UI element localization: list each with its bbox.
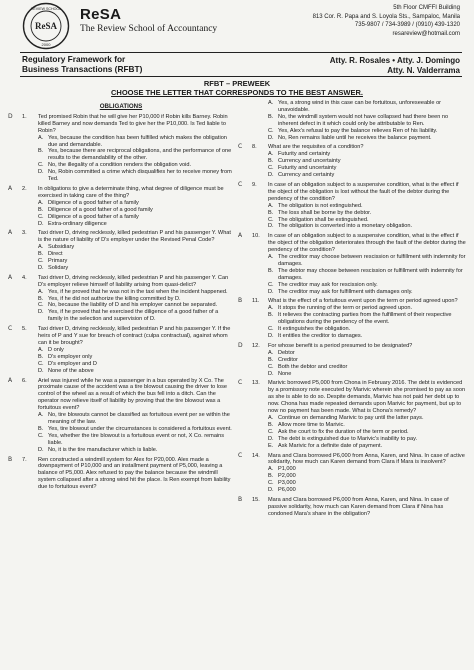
option-text: Solidary (48, 264, 69, 271)
option-text: The loss shall be borne by the debtor. (278, 209, 372, 216)
answer-option (268, 466, 466, 473)
question-item (238, 100, 466, 141)
option-letter: C. (268, 165, 274, 172)
option-letter: A. (268, 305, 274, 312)
option-letter: B. (268, 473, 274, 480)
question-item (8, 275, 234, 323)
answer-option (38, 162, 234, 169)
option-letter: D. (38, 264, 44, 271)
option-text: Diligence of a good father of a family (48, 213, 139, 220)
option-letter: B. (268, 421, 274, 428)
handwritten-answer: D (238, 341, 243, 349)
option-letter: A. (268, 349, 274, 356)
address-line-1: 5th Floor CMFFI Building (393, 5, 460, 11)
answer-option (268, 333, 466, 340)
question-item (8, 457, 234, 492)
question-item (238, 298, 466, 339)
option-letter: C. (38, 162, 44, 169)
svg-text:REVIEW SCHOOL: REVIEW SCHOOL (30, 7, 62, 11)
option-text: No, it is the tire manufacturer which is liable. (48, 446, 158, 453)
answer-option (38, 258, 234, 265)
answer-option (268, 312, 466, 326)
answer-option (268, 371, 466, 378)
brand-subtitle: The Review School of Accountancy (80, 24, 218, 34)
question-item (238, 144, 466, 179)
answer-option (268, 357, 466, 364)
handwritten-answer: A (8, 273, 13, 281)
option-letter: D. (38, 169, 44, 176)
question-text: Mara and Clara borrowed P6,000 from Anna, Karen, and Nina. In case of passive solidarity, how much can Karen demand from Clara if Nina has condoned Mara's share in the obligation? (268, 496, 449, 517)
option-letter: B. (38, 353, 44, 360)
question-number: 5. (22, 326, 27, 333)
right-column (238, 100, 466, 521)
option-text: Allow more time to Marivic. (278, 421, 345, 428)
resa-seal-logo (22, 2, 70, 50)
svg-text:2000: 2000 (41, 42, 51, 47)
answer-option (38, 354, 234, 361)
option-letter: B. (268, 356, 274, 363)
question-item (238, 453, 466, 494)
phone-line: 735-9807 / 734-3989 / (0910) 439-1320 (354, 22, 460, 29)
option-text: It extinguishes the obligation. (278, 326, 351, 333)
answer-option (268, 422, 466, 429)
question-number: 7. (22, 456, 27, 463)
option-text: D only (48, 346, 64, 353)
option-text: Ask the court to fix the duration of the term or period. (278, 428, 409, 435)
answer-option (268, 364, 466, 371)
answer-option (38, 361, 234, 368)
answer-option (268, 429, 466, 436)
option-text: Yes, tire blowout under the circumstances is considered a fortuitous event. (48, 425, 232, 432)
option-letter: E. (268, 442, 274, 449)
option-letter: B. (268, 158, 274, 165)
answer-option (268, 100, 466, 114)
option-text: No, Ren remains liable until he receives the balance payment. (278, 134, 432, 141)
answer-option (268, 114, 466, 128)
option-text: The obligation shall be extinguished. (278, 216, 369, 223)
option-text: Primary (48, 258, 68, 265)
option-text: No, the windmill system would not have collapsed had there been no inherent defect in it which could only be attributable to Ren. (278, 113, 449, 127)
option-text: Debtor (278, 349, 295, 356)
option-letter: D. (38, 446, 44, 453)
question-number: 11. (252, 298, 260, 305)
answer-option (268, 203, 466, 210)
option-letter: B. (38, 425, 44, 432)
answer-option (268, 415, 466, 422)
option-text: Futurity and certainty (278, 151, 331, 158)
answer-option (38, 302, 234, 309)
option-letter: D. (38, 220, 44, 227)
answer-option (268, 217, 466, 224)
option-text: Yes, a strong wind in this case can be fortuitous, unforeseeable or unavoidable. (278, 100, 442, 113)
option-text: Diligence of a good father of a good family (48, 206, 153, 213)
question-item (238, 497, 466, 518)
option-text: Yes, if he proved that he exercised the diligence of a good father of a family in the selection and supervision of D. (48, 309, 219, 323)
handwritten-answer: C (238, 143, 243, 151)
option-letter: A. (38, 288, 44, 295)
option-letter: C. (268, 281, 274, 288)
option-letter: D. (268, 333, 274, 339)
question-text: Ariel was injured while he was a passenger in a bus operated by X Co. The proximate cause of the accident was a tire blowout causing the driver to lose control of the wheel as a result of which the bus fell into a ditch. Can the operator now relieve itself of liability by proving that the tire blowout was a fortuitous event? (38, 377, 228, 412)
option-text: The creditor may ask for rescission only. (278, 281, 378, 288)
option-letter: D. (38, 367, 44, 374)
answer-option (38, 244, 234, 251)
question-text: Taxi driver D, driving recklessly, killed pedestrian P and his passenger Y. Can D's employer relieve himself of liability arising from quasi-delict? (38, 274, 229, 288)
option-letter: C. (268, 480, 274, 487)
option-letter: C. (38, 360, 44, 367)
option-text: No, because the liability of D and his employer cannot be separated. (48, 302, 218, 309)
option-text: P2,000 (278, 473, 296, 480)
answer-option (268, 480, 466, 487)
handwritten-answer: C (8, 325, 13, 333)
question-number: 12. (252, 342, 260, 349)
brand-name: ReSA (80, 6, 122, 23)
subject-title: Regulatory Framework for Business Transactions (RFBT) (22, 54, 143, 74)
answer-option (268, 268, 466, 282)
answer-option (268, 289, 466, 296)
option-text: Currency and uncertainty (278, 158, 341, 165)
option-letter: B. (268, 209, 274, 216)
option-letter: B. (38, 295, 44, 302)
answer-option (268, 158, 466, 165)
option-letter: B. (38, 148, 44, 155)
option-letter: D. (268, 172, 274, 179)
question-number: 6. (22, 377, 27, 384)
answer-option (38, 426, 234, 433)
option-text: None (278, 370, 292, 377)
option-text: Subsidiary (48, 244, 75, 251)
answer-option (38, 347, 234, 354)
option-text: Yes, Alex's refusal to pay the balance relieves Ren of his liability. (278, 127, 438, 134)
option-letter: A. (268, 466, 274, 473)
handwritten-answer: D (8, 112, 13, 120)
option-text: The obligation is converted into a monetary obligation. (278, 223, 413, 230)
option-letter: C. (38, 302, 44, 309)
option-text: The creditor may ask for fulfillment with damages only. (278, 288, 413, 295)
address-line-2: 813 Cor. R. Papa and S. Loyola Sts., Sampaloc, Manila (312, 13, 460, 20)
option-letter: D. (268, 370, 274, 377)
answer-option (268, 165, 466, 172)
option-text: P3,000 (278, 480, 296, 487)
question-number: 10. (252, 233, 260, 240)
question-text: For whose benefit is a period presumed to be designated? (268, 342, 413, 349)
question-number: 2. (22, 185, 27, 192)
question-item (8, 114, 234, 183)
question-number: 14. (252, 452, 260, 459)
exam-title (0, 80, 474, 97)
answer-option (268, 487, 466, 494)
option-text: Extra-ordinary diligence (48, 220, 107, 227)
answer-option (38, 148, 234, 162)
option-letter: A. (38, 244, 44, 251)
handwritten-answer: C (238, 451, 243, 459)
question-number: 1. (22, 113, 27, 120)
option-letter: D. (268, 435, 274, 442)
question-number: 15. (252, 496, 260, 503)
section-heading: OBLIGATIONS (99, 103, 143, 110)
option-text: The debtor may choose between rescission or fulfillment with indemnity for damages. (278, 267, 463, 281)
question-text: In case of an obligation subject to a suspensive condition, what is the effect if the object of the obligation is lost without the fault of the debtor during the pendency of the condition? (268, 181, 459, 202)
answer-option (268, 443, 466, 450)
authors: Atty. R. Rosales • Atty. J. Domingo Atty. N. Valderrama (329, 56, 460, 75)
email-line: resareview@hotmail.com (392, 30, 460, 37)
handwritten-answer: B (8, 455, 13, 463)
option-text: The obligation is not extinguished. (278, 202, 363, 209)
option-text: Futurity and uncertainty (278, 165, 337, 172)
answer-option (268, 350, 466, 357)
option-letter: B. (268, 312, 274, 319)
option-letter: D. (268, 288, 274, 295)
option-letter: A. (38, 346, 44, 353)
answer-option (38, 296, 234, 303)
option-text: It entitles the creditor to damages. (278, 333, 363, 339)
contact-block (290, 4, 460, 38)
question-number: 13. (252, 380, 260, 387)
question-text: In case of an obligation subject to a suspensive condition, what is the effect if the object of the obligation deteriorates through the fault of the debtor during the pendency of the condition? (268, 233, 466, 254)
handwritten-answer: A (8, 184, 13, 192)
answer-option (38, 135, 234, 149)
question-text: Marivic borrowed P5,000 from Chona in February 2016. The debt is evidenced by a promissory note executed by Marivic wherein she promised to pay as soon as she is able to do so. Despite demands, Marivic has not paid her debt up to now. Chona has made repeated demands upon Marivic for payment, but up to now no payment has been made. What is Chona's remedy? (268, 380, 466, 415)
question-text: Taxi driver D, driving recklessly, killed pedestrian P and his passenger Y. If the heirs of P and Y sue for breach of contract (culpa contractual), against whom can it be brought? (38, 326, 231, 346)
question-text: Taxi driver D, driving recklessly, killed pedestrian P and his passenger Y. What is the nature of liability of D's employer under the Revised Penal Code? (38, 230, 231, 244)
option-letter: C. (268, 127, 274, 134)
option-text: Yes, whether the tire blowout is a fortuitous event or not, X Co. remains liable. (48, 432, 225, 446)
question-text: In obligations to give a determinate thing, what degree of diligence must be exercised in taking care of the thing? (38, 185, 224, 199)
option-text: D's employer and D (48, 360, 97, 367)
option-letter: A. (38, 134, 44, 141)
exam-name: RFBT – PREWEEK (203, 79, 271, 88)
handwritten-answer: A (8, 376, 13, 384)
answer-option (38, 447, 234, 454)
answer-option (38, 309, 234, 323)
answer-option (38, 412, 234, 426)
option-letter: B. (38, 251, 44, 258)
answer-option (268, 128, 466, 135)
option-letter: C. (268, 363, 274, 370)
option-letter: A. (38, 199, 44, 206)
left-column (8, 104, 234, 494)
answer-option (268, 473, 466, 480)
answer-option (268, 282, 466, 289)
option-letter: A. (268, 202, 274, 209)
option-letter: C. (38, 213, 44, 220)
option-text: Yes, because the condition has been fulfilled which makes the obligation due and demandable. (48, 134, 227, 148)
option-letter: A. (268, 414, 274, 421)
option-text: No, Robin committed a crime which disqualifies her to receive money from Ted. (48, 169, 232, 183)
question-item (238, 380, 466, 449)
option-text: Ask Marivic for a definite date of payment. (278, 442, 383, 449)
option-letter: A. (268, 254, 274, 261)
question-item (8, 378, 234, 454)
option-letter: C. (38, 432, 44, 439)
option-letter: C. (268, 326, 274, 333)
option-text: Currency and certainty (278, 172, 335, 179)
option-text: Creditor (278, 356, 298, 363)
question-text: What are the requisites of a condition? (268, 144, 364, 151)
question-item (8, 230, 234, 271)
option-letter: D. (268, 487, 274, 494)
option-letter: B. (268, 267, 274, 274)
question-number: 8. (252, 144, 257, 151)
option-text: Diligence of a good father of a family (48, 199, 139, 206)
answer-option (268, 223, 466, 230)
answer-option (38, 289, 234, 296)
option-text: P6,000 (278, 487, 296, 494)
question-number: 9. (252, 181, 257, 188)
question-item (8, 186, 234, 227)
option-letter: A. (268, 100, 274, 106)
svg-text:ReSA: ReSA (35, 21, 57, 31)
answer-option (268, 436, 466, 443)
answer-option (38, 207, 234, 214)
option-text: The debt is extinguished due to Marivic's inability to pay. (278, 435, 418, 442)
answer-option (268, 254, 466, 268)
answer-option (268, 172, 466, 179)
question-item (238, 233, 466, 295)
option-letter: A. (38, 412, 44, 419)
question-item (238, 343, 466, 378)
handwritten-answer: B (238, 297, 243, 305)
question-item (8, 326, 234, 374)
option-letter: D. (38, 309, 44, 316)
answer-option (38, 214, 234, 221)
option-text: Direct (48, 251, 63, 258)
answer-option (38, 200, 234, 207)
answer-option (38, 221, 234, 228)
header-rule (20, 52, 462, 53)
question-item (238, 182, 466, 230)
handwritten-answer: C (238, 379, 243, 387)
option-text: Continue on demanding Marivic to pay until the latter pays. (278, 414, 424, 421)
answer-option (38, 433, 234, 447)
option-text: Yes, if he proved that he was not in the taxi when the incident happened. (48, 288, 228, 295)
answer-option (268, 326, 466, 333)
option-text: No, the illegality of a condition renders the obligation void. (48, 162, 192, 169)
option-letter: D. (268, 223, 274, 230)
answer-option (38, 265, 234, 272)
option-text: It stops the running of the term or period agreed upon. (278, 305, 413, 312)
option-letter: D. (268, 134, 274, 141)
option-text: Both the debtor and creditor (278, 363, 348, 370)
option-text: None of the above (48, 367, 94, 374)
answer-option (268, 305, 466, 312)
option-text: It relieves the contracting parties from the fulfillment of their respective obligations during the pendency of the event. (278, 312, 452, 326)
handwritten-answer: B (238, 495, 243, 503)
answer-option (38, 169, 234, 183)
answer-option (38, 368, 234, 375)
answer-option (38, 251, 234, 258)
question-text: What is the effect of a fortuitous event upon the term or period agreed upon? (268, 298, 458, 305)
question-text: Ren constructed a windmill system for Alex for P20,000. Alex made a downpayment of P10,000 and an installment payment of P5,000, leaving a balance of P5,000. Alex refused to pay the balance because the windmill system collapsed after a strong wind hit the place. Is Ren exempt from liability due to fortuitous event? (38, 456, 231, 491)
option-letter: A. (268, 151, 274, 158)
question-number: 4. (22, 274, 27, 281)
handwritten-answer: C (238, 180, 243, 188)
subheader-rule (20, 76, 462, 77)
option-text: Yes, if he did not authorize the killing committed by D. (48, 295, 181, 302)
option-text: Yes, because there are reciprocal obligations, and the performance of one results to the demandability of the other. (48, 148, 232, 162)
option-letter: B. (268, 113, 274, 120)
option-text: No, tire blowouts cannot be classified as fortuitous event per se within the meaning of the law. (48, 412, 230, 425)
option-text: D's employer only (48, 353, 93, 360)
question-text: Mara and Clara borrowed P6,000 from Anna, Karen, and Nina. In case of active solidarity, how much can Karen demand from Clara if Mara is insolvent? (268, 452, 465, 466)
option-text: The creditor may choose between rescission or fulfillment with indemnity for damages. (278, 254, 466, 267)
option-letter: C. (268, 216, 274, 223)
exam-instruction: CHOOSE THE LETTER THAT CORRESPONDS TO THE BEST ANSWER. (111, 87, 363, 97)
answer-option (268, 210, 466, 217)
question-text: Ted promised Robin that he will give her P10,000 if Robin kills Barney. Robin killed Barney and now demands Ted to give her the P10,000. Is Ted liable to Robin? (38, 113, 228, 134)
answer-option (268, 135, 466, 142)
handwritten-answer: A (8, 229, 13, 237)
option-letter: B. (38, 206, 44, 213)
option-text: P1,000 (278, 466, 296, 473)
handwritten-answer: A (238, 232, 243, 240)
option-letter: C. (38, 258, 44, 265)
answer-option (268, 151, 466, 158)
question-number: 3. (22, 230, 27, 237)
option-letter: C. (268, 428, 274, 435)
